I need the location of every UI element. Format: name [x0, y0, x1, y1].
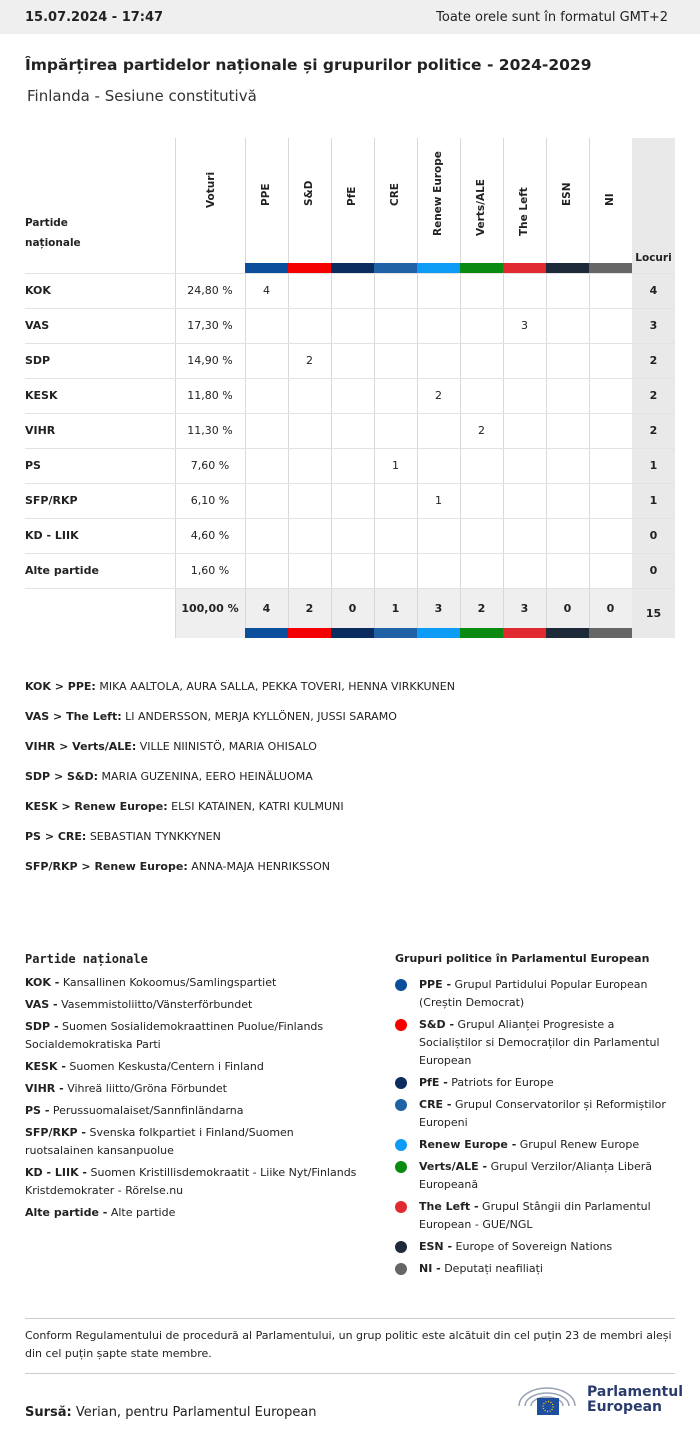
- legend-group-name: Deputați neafiliați: [444, 1262, 543, 1275]
- legend-group-item: [395, 1016, 675, 1070]
- legend-party-item: [25, 1164, 365, 1200]
- legend-title: Grupuri politice în Parlamentul European: [395, 952, 650, 965]
- seat-count: 2: [435, 389, 442, 402]
- source: [25, 1405, 317, 1420]
- divider: [331, 138, 332, 638]
- member-names: MARIA GUZENINA, EERO HEINÄLUOMA: [101, 770, 313, 783]
- group-color-bar: [503, 628, 546, 638]
- group-column-header: S&D: [302, 180, 315, 206]
- party-seats-total: 2: [649, 424, 658, 437]
- group-column-header: PPE: [259, 183, 272, 206]
- vote-share: 11,80 %: [187, 389, 233, 402]
- party-column-header: Partide naționale: [25, 217, 81, 249]
- group-seats-total: 4: [262, 601, 271, 615]
- legend-party-abbr: PS -: [25, 1104, 50, 1117]
- member-party-group: KESK > Renew Europe:: [25, 800, 168, 813]
- group-color-bar: [331, 263, 374, 273]
- group-color-bar: [546, 263, 589, 273]
- group-seats-total: 2: [477, 601, 486, 615]
- divider: [374, 138, 375, 638]
- group-color-bar: [417, 263, 460, 273]
- group-color-dot-icon: [395, 1161, 407, 1173]
- party-seats-total: 0: [649, 529, 658, 542]
- legend-group-abbr: CRE -: [419, 1098, 452, 1111]
- party-name: PS: [25, 459, 41, 472]
- elected-members-list: [25, 680, 455, 890]
- legend-group-text: [419, 1158, 675, 1194]
- legend-group-abbr: ESN -: [419, 1240, 453, 1253]
- legend-party-abbr: SDP -: [25, 1020, 59, 1033]
- group-color-bar: [288, 628, 331, 638]
- member-names: SEBASTIAN TYNKKYNEN: [89, 830, 221, 843]
- ep-logo: [515, 1382, 683, 1418]
- legend-party-item: [25, 1102, 365, 1120]
- member-line: [25, 680, 455, 710]
- legend-party-abbr: VAS -: [25, 998, 58, 1011]
- legend-group-name: Grupul Conservatorilor și Reformiștilor Europeni: [419, 1098, 666, 1129]
- group-color-dot-icon: [395, 1139, 407, 1151]
- group-color-dot-icon: [395, 1019, 407, 1031]
- party-name: SFP/RKP: [25, 494, 78, 507]
- legend-group-name: Grupul Stângii din Parlamentul European - GUE/NGL: [419, 1200, 651, 1231]
- legend-group-text: [419, 1238, 612, 1256]
- member-names: LI ANDERSSON, MERJA KYLLÖNEN, JUSSI SARAMO: [125, 710, 397, 723]
- party-name: VIHR: [25, 424, 56, 437]
- source-label: Sursă:: [25, 1405, 72, 1420]
- seats-table: [25, 138, 675, 640]
- vote-share: 17,30 %: [187, 319, 233, 332]
- vote-share: 14,90 %: [187, 354, 233, 367]
- source-text: Verian, pentru Parlamentul European: [75, 1405, 317, 1420]
- group-column-header: CRE: [388, 183, 401, 206]
- page-subtitle: Finlanda - Sesiune constitutivă: [27, 87, 257, 105]
- group-color-bar: [245, 263, 288, 273]
- party-seats-total: 3: [649, 319, 658, 332]
- legend-party-item: [25, 996, 365, 1014]
- group-seats-total: 3: [520, 601, 529, 615]
- grand-total-seats: 15: [645, 606, 662, 620]
- legend-party-abbr: VIHR -: [25, 1082, 64, 1095]
- legend-party-name: Vihreä liitto/Gröna Förbundet: [67, 1082, 227, 1095]
- group-color-bar: [589, 263, 632, 273]
- legend-group-abbr: Verts/ALE -: [419, 1160, 488, 1173]
- group-column-header: Renew Europe: [431, 151, 444, 236]
- seat-count: 3: [521, 319, 528, 332]
- votes-column-header: Voturi: [205, 171, 217, 208]
- datetime: 15.07.2024 - 17:47: [25, 9, 164, 25]
- legend-party-item: [25, 1204, 365, 1222]
- group-column-header: Verts/ALE: [474, 179, 487, 236]
- group-color-bar: [288, 263, 331, 273]
- party-name: VAS: [25, 319, 50, 332]
- legend-group-name: Grupul Partidului Popular European (Creștin Democrat): [419, 978, 648, 1009]
- party-seats-total: 2: [649, 354, 658, 367]
- legend-group-abbr: PfE -: [419, 1076, 448, 1089]
- group-column-header: ESN: [560, 182, 573, 206]
- group-color-dot-icon: [395, 1077, 407, 1089]
- party-seats-total: 1: [649, 459, 658, 472]
- divider: [546, 138, 547, 638]
- top-bar: [0, 0, 700, 34]
- legend-party-name: Perussuomalaiset/Sannfinländarna: [52, 1104, 244, 1117]
- member-line: [25, 710, 455, 740]
- legend-group-abbr: Renew Europe -: [419, 1138, 517, 1151]
- legend-group-name: Grupul Renew Europe: [519, 1138, 640, 1151]
- legend-party-item: [25, 1058, 365, 1076]
- legend-group-text: [419, 1096, 675, 1132]
- legend-group-name: Patriots for Europe: [451, 1076, 554, 1089]
- party-name: KD - LIIK: [25, 529, 79, 542]
- party-name: SDP: [25, 354, 51, 367]
- legend-group-item: [395, 1136, 675, 1154]
- member-names: VILLE NIINISTÖ, MARIA OHISALO: [139, 740, 317, 753]
- member-names: MIKA AALTOLA, AURA SALLA, PEKKA TOVERI, HENNA VIRKKUNEN: [99, 680, 455, 693]
- legend-party-name: Suomen Keskusta/Centern i Finland: [69, 1060, 264, 1073]
- legend-national-parties: [25, 950, 365, 1226]
- vote-share: 4,60 %: [190, 529, 230, 542]
- divider: [288, 138, 289, 638]
- parliament-hemicycle-icon: [515, 1382, 579, 1418]
- party-name: Alte partide: [25, 564, 99, 577]
- legend-group-text: [419, 976, 675, 1012]
- party-seats-total: 2: [649, 389, 658, 402]
- legend-group-item: [395, 1074, 675, 1092]
- divider: [460, 138, 461, 638]
- legend-party-item: [25, 974, 365, 992]
- legend-group-item: [395, 1096, 675, 1132]
- group-seats-total: 2: [305, 601, 314, 615]
- vote-share: 24,80 %: [187, 284, 233, 297]
- legend-group-name: Grupul Alianței Progresiste a Socialiștilor si Democraților din Parlamentul European: [419, 1018, 660, 1067]
- legend-group-item: [395, 1260, 675, 1278]
- legend-title: Partide naționale: [25, 952, 148, 966]
- group-seats-total: 1: [391, 601, 400, 615]
- divider: [503, 138, 504, 638]
- legend-group-text: [419, 1260, 543, 1278]
- legend-group-text: [419, 1198, 675, 1234]
- total-votes: 100,00 %: [181, 601, 239, 615]
- legend-group-abbr: NI -: [419, 1262, 441, 1275]
- legend-party-item: [25, 1018, 365, 1054]
- divider: [589, 138, 590, 638]
- member-line: [25, 800, 455, 830]
- party-seats-total: 1: [649, 494, 658, 507]
- timezone-note: Toate orele sunt în formatul GMT+2: [436, 9, 668, 25]
- vote-share: 7,60 %: [190, 459, 230, 472]
- member-party-group: SFP/RKP > Renew Europe:: [25, 860, 188, 873]
- legend-party-name: Vasemmistoliitto/Vänsterförbundet: [61, 998, 253, 1011]
- group-column-header: NI: [603, 193, 616, 206]
- legend-party-abbr: Alte partide -: [25, 1206, 108, 1219]
- legend-party-item: [25, 1080, 365, 1098]
- legend-group-name: Grupul Verzilor/Alianța Liberă Europeană: [419, 1160, 652, 1191]
- member-party-group: PS > CRE:: [25, 830, 87, 843]
- seat-count: 2: [306, 354, 313, 367]
- legend-group-abbr: PPE -: [419, 978, 452, 991]
- member-party-group: KOK > PPE:: [25, 680, 96, 693]
- divider: [245, 138, 246, 638]
- group-color-dot-icon: [395, 979, 407, 991]
- member-line: [25, 740, 455, 770]
- member-party-group: VIHR > Verts/ALE:: [25, 740, 137, 753]
- legend-group-abbr: S&D -: [419, 1018, 455, 1031]
- member-line: [25, 860, 455, 890]
- group-color-dot-icon: [395, 1201, 407, 1213]
- seat-count: 4: [263, 284, 270, 297]
- member-names: ELSI KATAINEN, KATRI KULMUNI: [171, 800, 344, 813]
- member-line: [25, 770, 455, 800]
- group-seats-total: 0: [606, 601, 615, 615]
- legend-party-abbr: KOK -: [25, 976, 60, 989]
- seat-count: 1: [435, 494, 442, 507]
- legend-group-abbr: The Left -: [419, 1200, 479, 1213]
- legend-group-item: [395, 1238, 675, 1256]
- group-seats-total: 0: [348, 601, 357, 615]
- group-color-dot-icon: [395, 1263, 407, 1275]
- legend-party-name: Alte partide: [110, 1206, 176, 1219]
- vote-share: 1,60 %: [190, 564, 230, 577]
- group-color-bar: [589, 628, 632, 638]
- legend-party-name: Suomen Sosialidemokraattinen Puolue/Finlands Socialdemokratiska Parti: [25, 1020, 324, 1051]
- legend-party-name: Suomen Kristillisdemokraatit - Liike Nyt/Finlands Kristdemokrater - Rörelse.nu: [25, 1166, 357, 1197]
- legend-group-item: [395, 1198, 675, 1234]
- group-color-bar: [503, 263, 546, 273]
- party-seats-total: 0: [649, 564, 658, 577]
- group-color-bar: [460, 263, 503, 273]
- legend-group-name: Europe of Sovereign Nations: [455, 1240, 613, 1253]
- member-line: [25, 830, 455, 860]
- legend-group-item: [395, 976, 675, 1012]
- legend-party-abbr: KD - LIIK -: [25, 1166, 87, 1179]
- member-party-group: SDP > S&D:: [25, 770, 99, 783]
- vote-share: 6,10 %: [190, 494, 230, 507]
- legend-group-text: [419, 1074, 554, 1092]
- logo-line2: European: [587, 1399, 662, 1415]
- group-color-bar: [374, 263, 417, 273]
- legend-group-text: [419, 1016, 675, 1070]
- legend-political-groups: [395, 950, 675, 1282]
- page-title: Împărțirea partidelor naționale și grupurilor politice - 2024-2029: [25, 56, 592, 74]
- legend-party-abbr: SFP/RKP -: [25, 1126, 86, 1139]
- group-column-header: PfE: [345, 186, 358, 206]
- group-color-bar: [374, 628, 417, 638]
- group-seats-total: 3: [434, 601, 443, 615]
- group-color-dot-icon: [395, 1241, 407, 1253]
- group-color-dot-icon: [395, 1099, 407, 1111]
- party-name: KOK: [25, 284, 51, 297]
- legend-group-item: [395, 1158, 675, 1194]
- group-column-header: The Left: [517, 187, 530, 236]
- logo-line1: Parlamentul: [587, 1384, 683, 1400]
- party-name: KESK: [25, 389, 58, 402]
- group-color-bar: [546, 628, 589, 638]
- legend-party-item: [25, 1124, 365, 1160]
- group-color-bar: [331, 628, 374, 638]
- vote-share: 11,30 %: [187, 424, 233, 437]
- member-names: ANNA-MAJA HENRIKSSON: [191, 860, 330, 873]
- legend-group-text: [419, 1136, 639, 1154]
- group-color-bar: [245, 628, 288, 638]
- group-color-bar: [460, 628, 503, 638]
- group-seats-total: 0: [563, 601, 572, 615]
- seat-count: 2: [478, 424, 485, 437]
- seat-count: 1: [392, 459, 399, 472]
- party-seats-total: 4: [649, 284, 658, 297]
- legend-party-abbr: KESK -: [25, 1060, 66, 1073]
- legend-party-name: Kansallinen Kokoomus/Samlingspartiet: [62, 976, 277, 989]
- group-color-bar: [417, 628, 460, 638]
- footnote: Conform Regulamentului de procedură al Parlamentului, un grup politic este alcătuit din cel puțin 23 de membri aleși din cel puțin șapte state membre.: [25, 1318, 675, 1374]
- seats-column-header: Locuri: [635, 252, 672, 264]
- legend-party-name: Svenska folkpartiet i Finland/Suomen ruotsalainen kansanpuolue: [25, 1126, 294, 1157]
- member-party-group: VAS > The Left:: [25, 710, 122, 723]
